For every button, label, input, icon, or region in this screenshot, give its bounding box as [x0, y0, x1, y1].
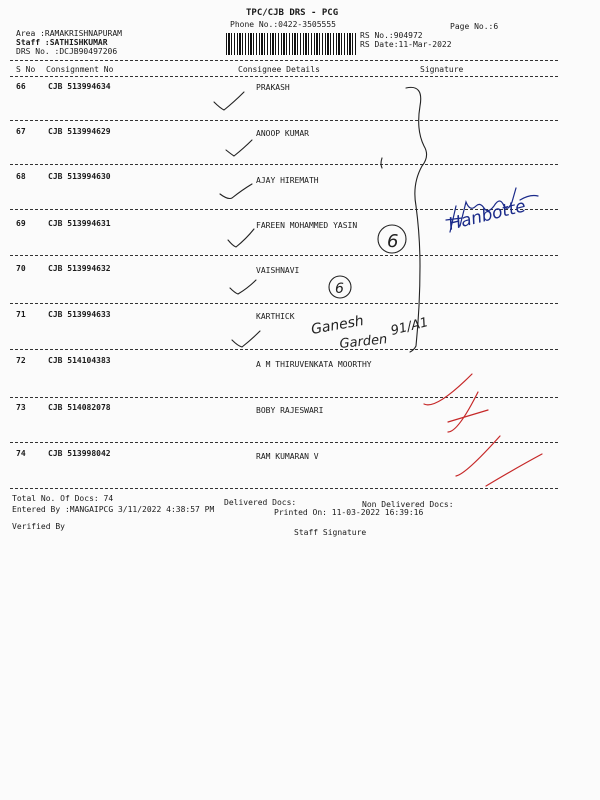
- rs-date: RS Date:11-Mar-2022: [360, 40, 452, 49]
- row-consignment: CJB 513994634: [48, 82, 111, 91]
- row-sno: 68: [16, 172, 26, 181]
- row-consignee: AJAY HIREMATH: [256, 176, 319, 185]
- tick-mark: [228, 229, 254, 247]
- row-consignee: BOBY RAJESWARI: [256, 406, 324, 415]
- red-slash: [486, 454, 542, 486]
- tick-mark: [214, 92, 244, 110]
- row-sno: 72: [16, 356, 26, 365]
- column-header-sno: S No: [16, 65, 36, 74]
- row-sno: 74: [16, 449, 26, 458]
- page-number: Page No.:6: [450, 22, 499, 31]
- circled-number: 6: [335, 281, 344, 297]
- address-note: Garden: [338, 332, 389, 352]
- document-title: TPC/CJB DRS - PCG: [246, 8, 339, 18]
- row-consignment: CJB 513994633: [48, 310, 111, 319]
- red-tick: [424, 374, 472, 405]
- area-label: Area :RAMAKRISHNAPURAM: [16, 29, 122, 38]
- column-header-consignee: Consignee Details: [238, 65, 320, 74]
- row-consignee: A M THIRUVENKATA MOORTHY: [256, 360, 372, 369]
- staff-label: Staff :SATHISHKUMAR: [16, 38, 108, 47]
- row-sno: 73: [16, 403, 26, 412]
- non-delivered-docs: Non Delivered Docs:: [362, 500, 454, 509]
- signature-text: Hanbotte: [446, 196, 528, 235]
- total-docs: Total No. Of Docs: 74: [12, 494, 114, 503]
- delivered-docs: Delivered Docs:: [224, 498, 297, 507]
- row-sno: 71: [16, 310, 26, 319]
- pen-mark: [381, 158, 382, 168]
- row-consignment: CJB 513994629: [48, 127, 111, 136]
- row-consignee: ANOOP KUMAR: [256, 129, 309, 138]
- entered-by: Entered By :MANGAIPCG 3/11/2022 4:38:57 PM: [12, 505, 215, 514]
- row-sno: 66: [16, 82, 26, 91]
- tick-mark: [230, 280, 256, 294]
- phone-number: Phone No.:0422-3505555: [230, 20, 336, 29]
- tick-mark: [232, 331, 260, 347]
- verified-by: Verified By: [12, 522, 65, 531]
- row-consignment: CJB 514082078: [48, 403, 111, 412]
- signature-bracket: [406, 87, 427, 352]
- row-consignee: FAREEN MOHAMMED YASIN: [256, 221, 358, 230]
- row-consignment: CJB 513998042: [48, 449, 111, 458]
- column-header-consignment: Consignment No: [46, 65, 114, 74]
- row-consignment: CJB 513994632: [48, 264, 111, 273]
- red-tick: [456, 436, 500, 476]
- row-sno: 69: [16, 219, 26, 228]
- staff-signature: Staff Signature: [294, 528, 367, 537]
- row-sno: 70: [16, 264, 26, 273]
- red-tick: [448, 392, 478, 432]
- row-consignee: PRAKASH: [256, 83, 290, 92]
- circled-number: 6: [387, 231, 399, 252]
- row-consignment: CJB 513994631: [48, 219, 111, 228]
- row-sno: 67: [16, 127, 26, 136]
- printed-on: Printed On: 11-03-2022 16:39:16: [274, 508, 424, 517]
- row-consignee: KARTHICK: [256, 312, 295, 321]
- address-note: Ganesh: [309, 312, 365, 338]
- row-consignee: VAISHNAVI: [256, 266, 300, 275]
- row-consignment: CJB 514104383: [48, 356, 111, 365]
- row-consignment: CJB 513994630: [48, 172, 111, 181]
- rs-number: RS No.:904972: [360, 31, 423, 40]
- tick-mark: [220, 184, 252, 199]
- row-consignee: RAM KUMARAN V: [256, 452, 319, 461]
- address-number: 91/A1: [389, 315, 430, 339]
- drs-number: DRS No. :DCJB90497206: [16, 47, 118, 56]
- red-curve: [448, 410, 488, 422]
- column-header-signature: Signature: [420, 65, 464, 74]
- tick-mark: [226, 140, 252, 156]
